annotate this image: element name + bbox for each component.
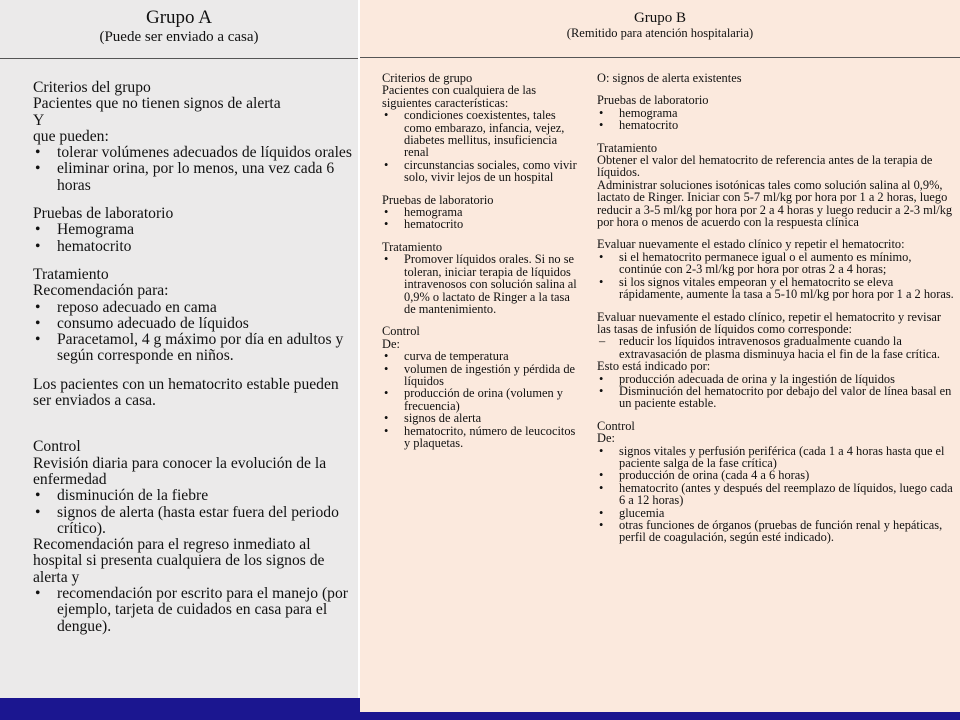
group-a-divider — [0, 58, 358, 59]
group-a-subtitle: (Puede ser enviado a casa) — [99, 29, 259, 45]
list-item: • glucemia — [597, 507, 957, 519]
lab-heading: Pruebas de laboratorio — [33, 205, 174, 223]
criteria-heading: Criterios de grupo — [382, 71, 473, 85]
group-b-subtitle: (Remitido para atención hospitalaria) — [566, 26, 754, 40]
reevaluate-list — [597, 251, 957, 301]
list-item: • reposo adecuado en cama — [33, 300, 355, 316]
criteria-heading: Criterios del grupo — [33, 79, 151, 96]
indicated-text: Esto está indicado por: — [597, 359, 711, 374]
list-item: • producción adecuada de orina y la ingestión de líquidos — [597, 373, 957, 385]
list-item: • recomendación por escrito para el manejo (por ejemplo, tarjeta de cuidados en casa para el dengue). — [33, 586, 355, 635]
list-item: • hemograma — [382, 206, 584, 218]
alert-signs-line: O: signos de alerta existentes — [597, 71, 742, 85]
list-item: • condiciones coexistentes, tales como embarazo, infancia, vejez, diabetes mellitus, insuficiencia renal — [382, 109, 584, 159]
group-b-header — [360, 0, 960, 57]
list-item: • circunstancias sociales, como vivir solo, vivir lejos de un hospital — [382, 159, 584, 184]
reduce-list — [597, 335, 957, 360]
reevaluate-text: Evaluar nuevamente el estado clínico, repetir el hematocrito y revisar las tasas de infusión de líquidos como corresponde: — [597, 309, 942, 336]
list-item: • Hemograma — [33, 222, 355, 238]
control-list — [382, 350, 584, 449]
group-b-title: Grupo B — [633, 10, 687, 26]
treatment-paragraph: Administrar soluciones isotónicas tales como solución salina al 0,9%, lactato de Ringer. Iniciar con 5-7 ml/kg por hora por 1 a 2 horas, luego reducir a 3-5 ml/kg por hora por 2 a 4 horas y luego reducir a 2-3 ml/kg por hora o menos de acuerdo con la respuesta clínica — [597, 177, 953, 230]
control-heading: Control — [33, 438, 81, 456]
list-item: • Disminución del hematocrito por debajo del valor de línea basal en un paciente estable. — [597, 385, 957, 410]
treatment-paragraph: Obtener el valor del hematocrito de referencia antes de la terapia de líquidos. — [597, 153, 933, 180]
lab-heading: Pruebas de laboratorio — [597, 93, 709, 108]
list-item: • Promover líquidos orales. Si no se toleran, iniciar terapia de líquidos intravenosos con solución salina al 0,9% o lactato de Ringer a la tasa de mantenimiento. — [382, 253, 584, 315]
return-text: Recomendación para el regreso inmediato al hospital si presenta cualquiera de los signos de alerta y — [33, 536, 325, 586]
stable-note: Los pacientes con un hematocrito estable pueden ser enviados a casa. — [33, 375, 339, 410]
group-a-title: Grupo A — [146, 7, 212, 28]
control-list — [33, 488, 355, 537]
list-item: • tolerar volúmenes adecuados de líquidos orales — [33, 145, 355, 161]
treatment-heading: Tratamiento — [33, 265, 109, 283]
group-a-panel — [0, 0, 358, 698]
group-b-divider — [360, 57, 960, 58]
list-item: • otras funciones de órganos (pruebas de función renal y hepáticas, perfil de coagulación, según esté indicado). — [597, 519, 957, 544]
list-item: • volumen de ingestión y pérdida de líquidos — [382, 363, 584, 388]
list-item: • hematocrito (antes y después del reemplazo de líquidos, luego cada 6 a 12 horas) — [597, 482, 957, 507]
control-intro: De: — [382, 336, 400, 351]
list-item: • hematocrito — [382, 218, 584, 230]
list-item: • disminución de la fiebre — [33, 488, 355, 504]
list-item: • hematocrito — [597, 119, 957, 131]
group-a-header — [0, 0, 358, 58]
lab-heading: Pruebas de laboratorio — [382, 192, 494, 207]
list-item: • signos vitales y perfusión periférica (cada 1 a 4 horas hasta que el paciente salga de la fase crítica) — [597, 445, 957, 470]
lab-list — [33, 222, 355, 255]
control-heading: Control — [597, 418, 635, 433]
lab-list — [597, 107, 957, 132]
group-b-right-column — [597, 72, 957, 544]
list-item: • hematocrito — [33, 239, 355, 255]
group-b-panel — [360, 0, 960, 712]
control-list — [597, 445, 957, 544]
list-item: • eliminar orina, por lo menos, una vez cada 6 horas — [33, 161, 355, 194]
criteria-line: que pueden: — [33, 127, 109, 145]
list-item: • si los signos vitales empeoran y el hematocrito se eleva rápidamente, aumente la tasa a 5-10 ml/kg por hora por 1 a 2 horas. — [597, 276, 957, 301]
list-item: • Paracetamol, 4 g máximo por día en adultos y según corresponde en niños. — [33, 332, 355, 365]
criteria-line: Y — [33, 111, 45, 129]
list-item: • consumo adecuado de líquidos — [33, 316, 355, 332]
indicated-list — [597, 373, 957, 410]
treatment-list — [33, 300, 355, 365]
group-b-left-column — [382, 72, 584, 449]
treatment-heading: Tratamiento — [382, 239, 443, 254]
criteria-intro: Pacientes con cualquiera de las siguientes características: — [382, 83, 537, 110]
treatment-heading: Tratamiento — [597, 140, 658, 155]
criteria-line: Pacientes que no tienen signos de alerta — [33, 95, 281, 113]
bottom-bar — [0, 698, 360, 720]
control-intro: Revisión diaria para conocer la evolución de la enfermedad — [33, 454, 327, 488]
reevaluate-text: Evaluar nuevamente el estado clínico y repetir el hematocrito: — [597, 237, 905, 252]
criteria-list — [33, 145, 355, 194]
list-item: • producción de orina (cada 4 a 6 horas) — [597, 469, 957, 481]
lab-list — [382, 206, 584, 231]
list-item: • hemograma — [597, 107, 957, 119]
list-item: • curva de temperatura — [382, 350, 584, 362]
list-item: • hematocrito, número de leucocitos y plaquetas. — [382, 425, 584, 450]
criteria-list — [382, 109, 584, 183]
list-item: • signos de alerta (hasta estar fuera del periodo crítico). — [33, 505, 355, 538]
list-item: • producción de orina (volumen y frecuencia) — [382, 387, 584, 412]
list-item: • signos de alerta — [382, 412, 584, 424]
treatment-intro: Recomendación para: — [33, 282, 169, 300]
group-a-body — [33, 80, 355, 635]
control-heading: Control — [382, 324, 420, 339]
bottom-bar — [360, 712, 960, 720]
return-list — [33, 586, 355, 635]
list-item: – reducir los líquidos intravenosos gradualmente cuando la extravasación de plasma disminuya hacia el fin de la fase crítica. — [597, 335, 957, 360]
control-intro: De: — [597, 431, 615, 446]
list-item: • si el hematocrito permanece igual o el aumento es mínimo, continúe con 2-3 ml/kg por hora por otras 2 a 4 horas; — [597, 251, 957, 276]
treatment-list — [382, 253, 584, 315]
